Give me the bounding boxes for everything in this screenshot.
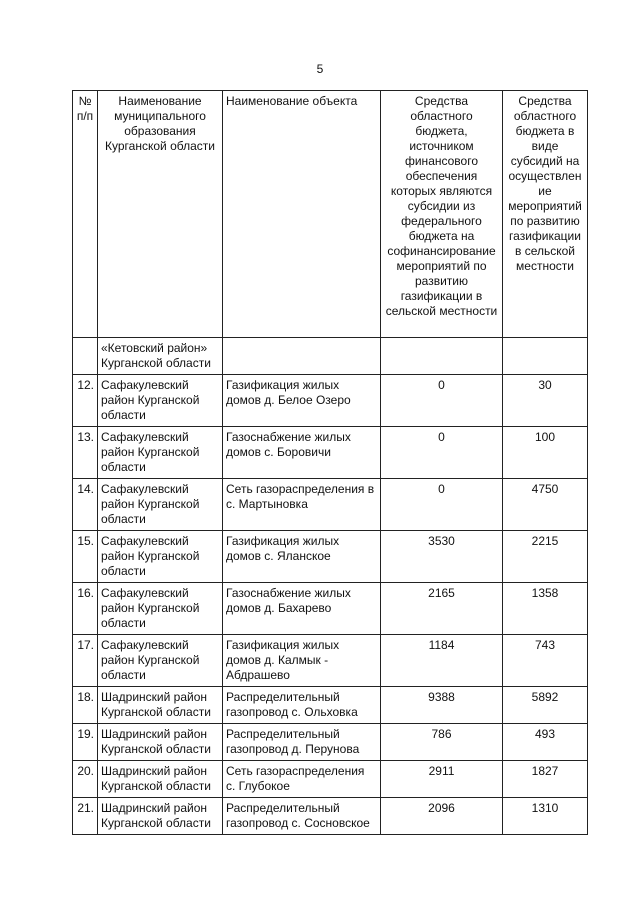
row-regional: 1358 bbox=[503, 583, 588, 635]
continuation-row bbox=[73, 338, 588, 375]
row-municipality: Сафакулевский район Курганской области bbox=[98, 375, 223, 427]
header-object: Наименование объекта bbox=[223, 91, 381, 338]
table-row bbox=[73, 583, 588, 635]
table-row bbox=[73, 479, 588, 531]
row-num: 20. bbox=[73, 761, 98, 798]
table-row bbox=[73, 761, 588, 798]
row-object: Газификация жилых домов с. Яланское bbox=[223, 531, 381, 583]
table-row bbox=[73, 427, 588, 479]
header-num: № п/п bbox=[73, 91, 98, 338]
row-object: Газификация жилых домов д. Калмык - Абдрашево bbox=[223, 635, 381, 687]
table-row bbox=[73, 687, 588, 724]
row-municipality: Сафакулевский район Курганской области bbox=[98, 635, 223, 687]
row-federal: 1184 bbox=[381, 635, 503, 687]
row-object bbox=[223, 338, 381, 375]
row-num bbox=[73, 338, 98, 375]
header-regional-funds: Средства областного бюджета в виде субсидий на осуществление мероприятий по развитию газификации в сельской местности bbox=[503, 91, 588, 338]
row-regional: 2215 bbox=[503, 531, 588, 583]
row-municipality: Шадринский район Курганской области bbox=[98, 798, 223, 835]
table-row bbox=[73, 635, 588, 687]
row-object: Сеть газораспределения в с. Мартыновка bbox=[223, 479, 381, 531]
row-federal: 3530 bbox=[381, 531, 503, 583]
row-federal: 0 bbox=[381, 479, 503, 531]
subsidy-table bbox=[72, 90, 588, 835]
row-federal: 9388 bbox=[381, 687, 503, 724]
header-federal-funds: Средства областного бюджета, источником финансового обеспечения которых являются субсидии из федерального бюджета на софинансирование мероприятий по развитию газификации в сельской местности bbox=[381, 91, 503, 338]
row-federal: 0 bbox=[381, 375, 503, 427]
row-municipality: Сафакулевский район Курганской области bbox=[98, 531, 223, 583]
row-object: Газоснабжение жилых домов д. Бахарево bbox=[223, 583, 381, 635]
table-row bbox=[73, 531, 588, 583]
row-object: Распределительный газопровод д. Перунова bbox=[223, 724, 381, 761]
row-federal: 2911 bbox=[381, 761, 503, 798]
row-municipality: Сафакулевский район Курганской области bbox=[98, 583, 223, 635]
row-regional: 743 bbox=[503, 635, 588, 687]
row-regional: 1310 bbox=[503, 798, 588, 835]
row-object: Газоснабжение жилых домов с. Боровичи bbox=[223, 427, 381, 479]
row-regional: 493 bbox=[503, 724, 588, 761]
row-federal: 0 bbox=[381, 427, 503, 479]
row-object: Сеть газораспределения с. Глубокое bbox=[223, 761, 381, 798]
row-municipality: Сафакулевский район Курганской области bbox=[98, 427, 223, 479]
row-regional: 5892 bbox=[503, 687, 588, 724]
page-number: 5 bbox=[316, 62, 324, 76]
row-num: 15. bbox=[73, 531, 98, 583]
row-regional: 30 bbox=[503, 375, 588, 427]
row-federal: 2096 bbox=[381, 798, 503, 835]
row-num: 21. bbox=[73, 798, 98, 835]
row-municipality: Шадринский район Курганской области bbox=[98, 761, 223, 798]
row-federal bbox=[381, 338, 503, 375]
header-municipality: Наименование муниципального образования Курганской области bbox=[98, 91, 223, 338]
row-num: 16. bbox=[73, 583, 98, 635]
row-num: 17. bbox=[73, 635, 98, 687]
row-num: 18. bbox=[73, 687, 98, 724]
row-num: 19. bbox=[73, 724, 98, 761]
row-federal: 786 bbox=[381, 724, 503, 761]
table-header-row bbox=[73, 91, 588, 338]
row-municipality: Шадринский район Курганской области bbox=[98, 724, 223, 761]
table-row bbox=[73, 724, 588, 761]
row-regional: 4750 bbox=[503, 479, 588, 531]
row-object: Распределительный газопровод с. Ольховка bbox=[223, 687, 381, 724]
row-municipality: Сафакулевский район Курганской области bbox=[98, 479, 223, 531]
row-regional: 1827 bbox=[503, 761, 588, 798]
row-regional: 100 bbox=[503, 427, 588, 479]
row-object: Распределительный газопровод с. Сосновское bbox=[223, 798, 381, 835]
row-municipality: «Кетовский район» Курганской области bbox=[98, 338, 223, 375]
row-federal: 2165 bbox=[381, 583, 503, 635]
row-regional bbox=[503, 338, 588, 375]
row-num: 13. bbox=[73, 427, 98, 479]
row-num: 12. bbox=[73, 375, 98, 427]
row-object: Газификация жилых домов д. Белое Озеро bbox=[223, 375, 381, 427]
row-num: 14. bbox=[73, 479, 98, 531]
table-row bbox=[73, 798, 588, 835]
table-row bbox=[73, 375, 588, 427]
row-municipality: Шадринский район Курганской области bbox=[98, 687, 223, 724]
